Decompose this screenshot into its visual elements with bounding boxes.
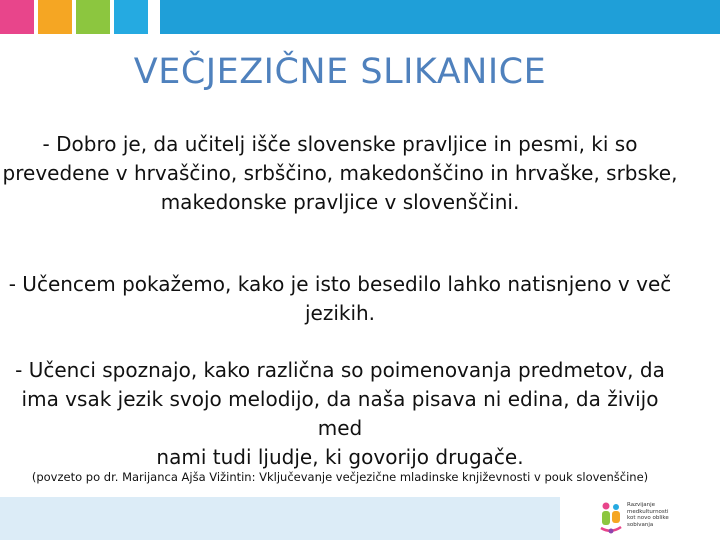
decor-square-pink — [0, 0, 34, 34]
footer-logo — [597, 500, 679, 540]
decor-square-green — [76, 0, 110, 34]
paragraph-line: jezikih. — [304, 301, 376, 325]
paragraph-line: - Učencem pokažemo, kako je isto besedilo lahko natisnjeno v več — [8, 272, 672, 296]
decor-square-orange — [38, 0, 72, 34]
paragraph-line: - Učenci spoznajo, kako različna so poimenovanja predmetov, da — [15, 358, 665, 382]
logo-line: kot novo oblike — [627, 515, 669, 521]
header-band — [160, 0, 720, 34]
paragraph-2 — [0, 270, 680, 328]
footer-band — [0, 497, 560, 540]
slide-title: VEČJEZIČNE SLIKANICE — [133, 52, 547, 92]
citation: (povzeto po dr. Marijanca Ajša Vižintin: Vključevanje večjezične mladinske književnosti v pouk slovenščine) — [31, 470, 649, 484]
paragraph-line: prevedene v hrvaščino, srbščino, makedonščino in hrvaške, srbske, — [2, 161, 678, 185]
paragraph-line: makedonske pravljice v slovenščini. — [160, 190, 520, 214]
logo-text — [627, 502, 669, 528]
decor-square-blue — [114, 0, 148, 34]
paragraph-line: - Dobro je, da učitelj išče slovenske pravljice in pesmi, ki so — [42, 132, 638, 156]
decor-squares — [0, 0, 152, 34]
paragraph-1 — [0, 130, 680, 217]
paragraph-line: nami tudi ljudje, ki govorijo drugače. — [156, 445, 524, 469]
paragraph-line: ima vsak jezik svojo melodijo, da naša pisava ni edina, da živijo med — [21, 387, 659, 440]
header-bar — [0, 0, 720, 34]
paragraph-3 — [0, 356, 680, 472]
logo-line: Razvijanje — [627, 502, 656, 508]
logo-line: medkulturnosti — [627, 508, 669, 515]
logo-line: sobivanja — [627, 521, 654, 528]
multicultural-logo-icon — [597, 500, 625, 536]
